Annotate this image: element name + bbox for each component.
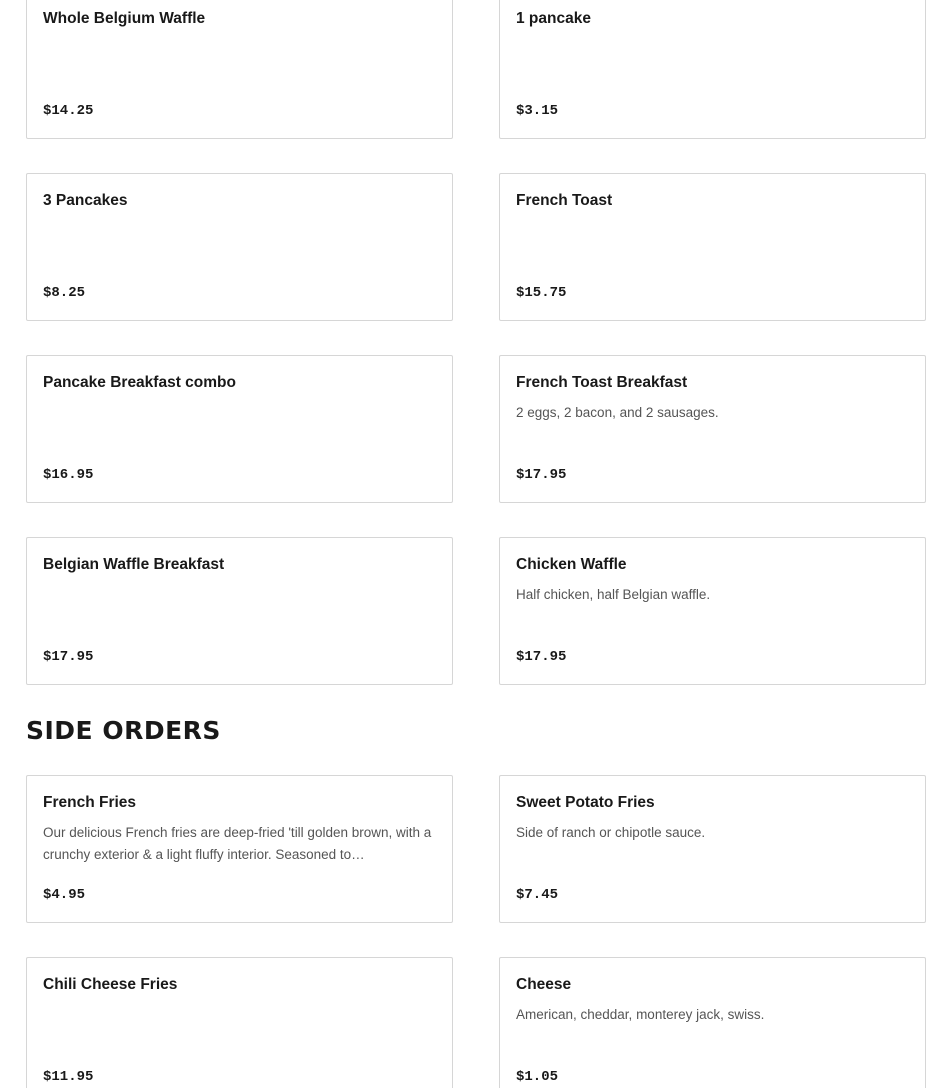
menu-item-card[interactable] [26,0,453,139]
item-price: $15.75 [516,285,567,301]
menu-item-card[interactable] [26,775,453,923]
menu-item-card[interactable] [499,355,926,503]
item-description: American, cheddar, monterey jack, swiss. [516,1007,765,1022]
menu-item-card[interactable] [26,173,453,321]
menu-item-card[interactable] [499,0,926,139]
section-heading-side-orders: SIDE ORDERS [26,716,221,745]
item-name: French Toast [516,192,613,209]
item-name: Chili Cheese Fries [43,976,178,993]
item-name: French Toast Breakfast [516,374,688,391]
item-name: Pancake Breakfast combo [43,374,236,391]
item-price: $8.25 [43,285,86,301]
item-name: Cheese [516,976,572,993]
menu-item-card[interactable] [26,957,453,1088]
item-name: French Fries [43,794,137,811]
item-price: $7.45 [516,887,559,903]
item-name: Chicken Waffle [516,556,627,573]
item-price: $16.95 [43,467,94,483]
item-price: $17.95 [43,649,94,665]
item-description: Half chicken, half Belgian waffle. [516,587,711,602]
item-price: $11.95 [43,1069,94,1085]
item-price: $4.95 [43,887,86,903]
item-name: Whole Belgium Waffle [43,10,206,27]
item-price: $17.95 [516,467,567,483]
item-price: $3.15 [516,103,559,119]
item-description: Side of ranch or chipotle sauce. [516,825,706,840]
menu-item-card[interactable] [499,957,926,1088]
item-price: $14.25 [43,103,94,119]
item-description: 2 eggs, 2 bacon, and 2 sausages. [516,405,719,420]
menu-item-card[interactable] [499,775,926,923]
item-name: 3 Pancakes [43,192,128,209]
item-name: Sweet Potato Fries [516,794,655,811]
item-name: Belgian Waffle Breakfast [43,556,225,573]
menu-item-card[interactable] [499,173,926,321]
menu-item-card[interactable] [499,537,926,685]
menu-item-card[interactable] [26,537,453,685]
item-price: $17.95 [516,649,567,665]
item-description: Our delicious French fries are deep-fried 'till golden brown, with a crunchy exterior & a light fluffy interior. Seasoned to… [43,825,432,862]
menu-item-card[interactable] [26,355,453,503]
item-price: $1.05 [516,1069,559,1085]
item-name: 1 pancake [516,10,591,27]
